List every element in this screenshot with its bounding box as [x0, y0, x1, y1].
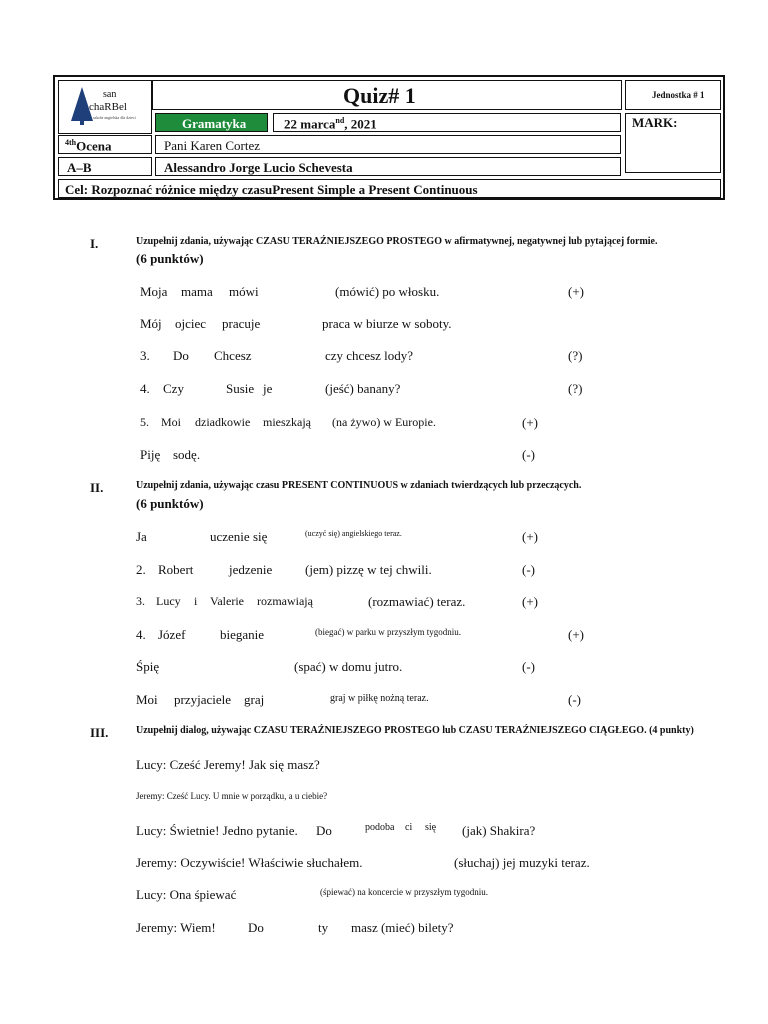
s2-q3-w3: i — [194, 594, 198, 608]
section-1-number: I. — [90, 236, 99, 251]
s1-q4-w2: Czy — [163, 381, 184, 396]
s2-q1-w2: uczenie się — [210, 529, 268, 544]
s3-line3-w3: podoba — [365, 822, 395, 833]
grammar-label: Gramatyka — [182, 116, 247, 131]
section-3-number: III. — [90, 725, 109, 740]
s3-line6-w2: Do — [248, 920, 264, 935]
s3-line3-w2: Do — [316, 823, 332, 838]
goal-text: Cel: Rozpoznać różnice między czasuPresent Simple a Present Continuous — [65, 182, 478, 197]
teacher-cell — [155, 135, 621, 154]
student-name: Alessandro Jorge Lucio Schevesta — [164, 160, 353, 175]
s1-q3-w2: Do — [173, 348, 189, 363]
s1-q5-mark: (+) — [522, 415, 538, 430]
s1-q2-w2: ojciec — [175, 316, 207, 331]
mark-label: MARK: — [632, 115, 678, 130]
s1-q6-w2: sodę. — [173, 447, 201, 462]
s3-line3-w5: się — [425, 822, 437, 833]
group-label: A–B — [67, 160, 92, 175]
s2-q3-w6: (rozmawiać) teraz. — [368, 594, 466, 609]
s1-q5-w1: 5. — [140, 415, 149, 429]
s2-q1-w1: Ja — [136, 529, 147, 544]
s2-q5-w2: (spać) w domu jutro. — [294, 659, 403, 674]
section-3-instruction: Uzupełnij dialog, używając CZASU TERAŹNIEJSZEGO PROSTEGO lub CZASU TERAŹNIEJSZEGO CIĄGŁEGO. (4 punkty) — [136, 725, 694, 736]
s3-line4-w2: (słuchaj) jej muzyki teraz. — [454, 855, 590, 870]
s3-line5-w2: (śpiewać) na koncercie w przyszłym tygodniu. — [320, 887, 488, 897]
quiz-title: Quiz# 1 — [343, 83, 416, 108]
tree-trunk — [80, 119, 84, 125]
grammar-cell — [155, 113, 268, 132]
s2-q4-w4: (biegać) w parku w przyszłym tygodniu. — [315, 627, 461, 637]
unit-cell — [625, 80, 721, 110]
s1-q3-w3: Chcesz — [214, 348, 252, 363]
group-cell — [58, 157, 152, 176]
section-2-number: II. — [90, 480, 104, 495]
s1-q1-w2: mama — [181, 284, 213, 299]
date-cell — [273, 113, 621, 132]
s3-line1: Lucy: Cześć Jeremy! Jak się masz? — [136, 757, 320, 772]
unit-label: Jednostka # 1 — [652, 90, 705, 100]
s1-q4-w3: Susie — [226, 381, 255, 396]
s3-line6-w1: Jeremy: Wiem! — [136, 920, 216, 935]
s3-line6-w3: ty — [318, 920, 329, 935]
s2-q5-w1: Śpię — [136, 659, 160, 674]
s1-q5-w4: mieszkają — [263, 415, 311, 429]
s1-q4-mark: (?) — [568, 381, 583, 396]
s2-q4-mark: (+) — [568, 627, 584, 642]
s1-q2-w4: praca w biurze w soboty. — [322, 316, 452, 331]
quiz-date: 22 marca$^{nd}$, 2021 — [284, 116, 377, 132]
logo-tagline: szkoła angielska dla dzieci — [93, 115, 136, 120]
s2-q2-w3: jedzenie — [229, 562, 273, 577]
grade-label: $^{4th}$Ocena — [65, 138, 112, 154]
s2-q2-w4: (jem) pizzę w tej chwili. — [305, 562, 432, 577]
teacher-name: Pani Karen Cortez — [164, 138, 261, 153]
s3-line3-w1: Lucy: Świetnie! Jedno pytanie. — [136, 823, 298, 838]
s3-line4-w1: Jeremy: Oczywiście! Właściwie słuchałem. — [136, 855, 363, 870]
s2-q5-mark: (-) — [522, 659, 535, 674]
s2-q6-w2: przyjaciele — [174, 692, 232, 707]
s1-q4-w1: 4. — [140, 381, 150, 396]
section-2-points: (6 punktów) — [136, 496, 204, 511]
s2-q6-w1: Moi — [136, 692, 158, 707]
s2-q3-w5: rozmawiają — [257, 594, 313, 608]
s1-q5-w5: (na żywo) w Europie. — [332, 415, 436, 429]
s1-q1-w3: mówi — [229, 284, 259, 299]
logo-text-san: san — [103, 89, 117, 100]
s2-q3-w4: Valerie — [210, 594, 244, 608]
s2-q6-mark: (-) — [568, 692, 581, 707]
s3-line2: Jeremy: Cześć Lucy. U mnie w porządku, a u ciebie? — [136, 791, 328, 801]
s1-q5-w3: dziadkowie — [195, 415, 251, 429]
section-1-instruction: Uzupełnij zdania, używając CZASU TERAŹNIEJSZEGO PROSTEGO w afirmatywnej, negatywnej lub pytającej formie. — [136, 236, 658, 247]
section-2-instruction: Uzupełnij zdania, używając czasu PRESENT CONTINUOUS w zdaniach twierdzących lub przeczących. — [136, 480, 582, 491]
s2-q2-w2: Robert — [158, 562, 194, 577]
s2-q6-w4: graj w piłkę nożną teraz. — [330, 693, 429, 704]
s3-line3-w4: ci — [405, 822, 413, 833]
student-cell[interactable] — [155, 157, 621, 176]
s2-q3-mark: (+) — [522, 594, 538, 609]
s2-q2-w1: 2. — [136, 562, 146, 577]
s1-q6-mark: (-) — [522, 447, 535, 462]
section-1-points: (6 punktów) — [136, 251, 204, 266]
s1-q1-w4: (mówić) po włosku. — [335, 284, 440, 299]
s2-q4-w3: bieganie — [220, 627, 265, 642]
s2-q1-mark: (+) — [522, 529, 538, 544]
goal-cell — [58, 179, 721, 198]
school-logo — [58, 80, 152, 134]
s1-q3-w4: czy chcesz lody? — [325, 348, 414, 363]
s1-q3-w1: 3. — [140, 348, 150, 363]
s1-q3-mark: (?) — [568, 348, 583, 363]
s1-q1-mark: (+) — [568, 284, 584, 299]
logo-text-charbel: chaRBel — [89, 101, 127, 113]
s3-line6-w4: masz (mieć) bilety? — [351, 920, 454, 935]
s2-q1-w3: (uczyć się) angielskiego teraz. — [305, 529, 402, 538]
s3-line3-w6: (jak) Shakira? — [462, 823, 536, 838]
s1-q2-w3: pracuje — [222, 316, 261, 331]
grade-cell — [58, 135, 152, 154]
s2-q3-w1: 3. — [136, 594, 145, 608]
s1-q4-w5: (jeść) banany? — [325, 381, 401, 396]
s1-q4-w4: je — [263, 381, 273, 396]
s2-q2-mark: (-) — [522, 562, 535, 577]
s3-line5-w1: Lucy: Ona śpiewać — [136, 887, 237, 902]
header-table — [53, 75, 725, 200]
s2-q4-w2: Józef — [158, 627, 186, 642]
title-cell — [152, 80, 622, 110]
s1-q2-w1: Mój — [140, 316, 162, 331]
s2-q4-w1: 4. — [136, 627, 146, 642]
s1-q1-w1: Moja — [140, 284, 168, 299]
s1-q5-w2: Moi — [161, 415, 182, 429]
s2-q6-w3: graj — [244, 692, 265, 707]
mark-cell[interactable] — [625, 113, 721, 173]
s2-q3-w2: Lucy — [156, 594, 181, 608]
s1-q6-w1: Piję — [140, 447, 161, 462]
